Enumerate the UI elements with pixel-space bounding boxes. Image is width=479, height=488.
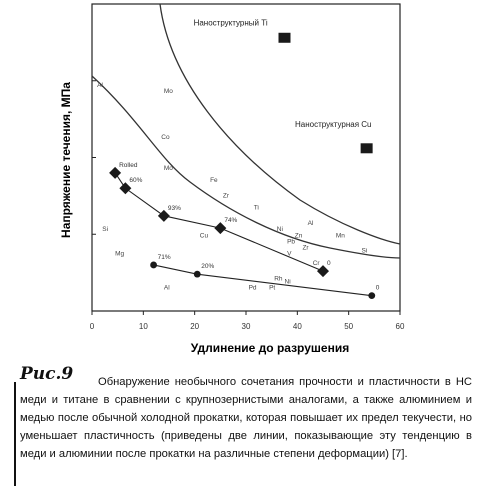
point-label: 60% bbox=[129, 177, 143, 185]
point-label: 71% bbox=[157, 253, 171, 261]
element-label: Si bbox=[361, 247, 368, 255]
x-tick-label: 60 bbox=[395, 322, 405, 331]
x-tick-label: 30 bbox=[241, 322, 251, 331]
point-label: 0 bbox=[327, 260, 331, 268]
element-label: Ti bbox=[253, 204, 259, 212]
x-tick-label: 40 bbox=[292, 322, 302, 331]
element-label: Al bbox=[307, 220, 314, 228]
element-label: Al bbox=[97, 81, 103, 89]
point-label: 74% bbox=[224, 217, 238, 225]
x-axis-label: Удлинение до разрушения bbox=[190, 341, 350, 355]
series-line bbox=[115, 173, 323, 271]
nano-marker bbox=[361, 143, 373, 153]
element-label: Co bbox=[161, 134, 170, 142]
x-tick-label: 50 bbox=[344, 322, 354, 331]
element-label: Zr bbox=[302, 244, 309, 252]
point-label: Rolled bbox=[119, 161, 138, 169]
plot-frame bbox=[92, 4, 400, 311]
caption-bar bbox=[14, 382, 16, 486]
data-point bbox=[150, 262, 157, 269]
y-axis-label: Напряжение течения, МПа bbox=[59, 82, 73, 238]
element-label: Zn bbox=[294, 232, 303, 240]
point-label: 0 bbox=[375, 284, 380, 292]
element-label: Pb bbox=[287, 238, 296, 246]
data-point bbox=[368, 292, 375, 299]
element-label: Pt bbox=[269, 284, 276, 292]
x-tick-label: 0 bbox=[89, 322, 95, 331]
element-label: Mo bbox=[163, 164, 173, 172]
nano-marker bbox=[279, 33, 291, 43]
element-label: Al bbox=[163, 284, 170, 292]
element-label: Rh bbox=[274, 275, 283, 283]
element-label: Si bbox=[102, 226, 109, 234]
element-label: Mg bbox=[115, 250, 125, 258]
element-label: Ni bbox=[276, 226, 283, 234]
series-layer bbox=[109, 162, 380, 299]
nano-markers bbox=[279, 33, 373, 154]
element-label: Zr bbox=[222, 192, 230, 200]
element-label: Ni bbox=[284, 278, 291, 286]
element-label: Fe bbox=[210, 177, 218, 185]
figure-label: Рис.9 bbox=[20, 364, 74, 384]
x-axis bbox=[90, 311, 405, 331]
point-label: 93% bbox=[167, 204, 181, 212]
x-tick-label: 20 bbox=[190, 322, 200, 331]
figure-caption: Обнаружение необычного сочетания прочности и пластичности в НС меди и титане в сравнении с крупнозернистыми аналогами, а также алюминием и медью после обычной холодной прокатки, которая повышает их предел текучести, но уменьшает пластичность (приведены две линии, показывающие эту тенденцию в меди и алюминии после прокатки на различные степени деформации) [7]. bbox=[20, 376, 472, 460]
element-label: Mo bbox=[163, 88, 173, 96]
boundary-curve bbox=[92, 76, 400, 258]
element-label: Pd bbox=[248, 284, 257, 292]
point-label: 20% bbox=[201, 263, 215, 271]
series-line bbox=[154, 265, 372, 296]
x-tick-label: 10 bbox=[138, 322, 148, 331]
region-label: Наноструктурный Ti bbox=[193, 18, 268, 28]
element-label: V bbox=[287, 250, 292, 258]
region-label: Наноструктурная Cu bbox=[295, 119, 372, 129]
element-label: Cu bbox=[199, 232, 209, 240]
data-point bbox=[194, 271, 201, 278]
element-label: Cr bbox=[312, 259, 320, 267]
element-label: Mn bbox=[335, 232, 345, 240]
